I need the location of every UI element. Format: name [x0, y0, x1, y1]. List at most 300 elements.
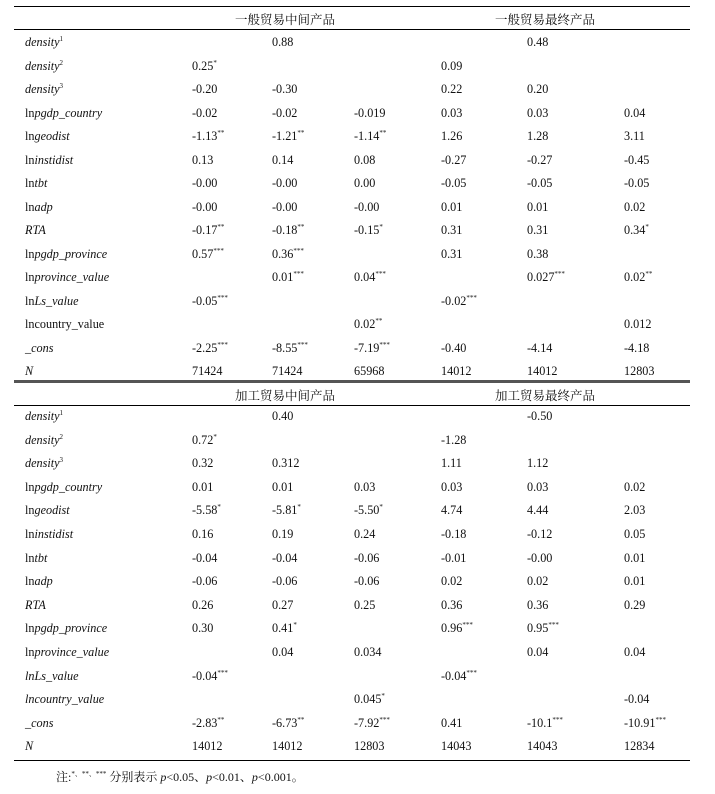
row-label: [25, 247, 107, 262]
table-cell: -5.81*: [272, 503, 301, 518]
significance-stars: *: [381, 692, 385, 701]
label-text: province_value: [34, 645, 110, 659]
table-cell: -0.00: [192, 176, 218, 190]
significance-stars: ***: [466, 293, 477, 302]
table-cell: 14043: [527, 739, 558, 754]
table-cell: -1.28: [441, 432, 467, 447]
significance-stars: **: [217, 223, 225, 231]
table-row: [0, 129, 715, 151]
label-text: density: [25, 82, 60, 96]
row-label: [25, 551, 47, 566]
table-cell: -10.1***: [527, 715, 563, 730]
significance-stars: **: [645, 270, 653, 278]
label-text: ln: [25, 152, 35, 167]
table-cell: -0.30: [272, 82, 298, 96]
label-superscript: 3: [59, 456, 64, 465]
table-cell: -0.17**: [192, 223, 225, 237]
table-cell: 0.04: [272, 645, 294, 659]
table-row: [0, 176, 715, 198]
row-label: [25, 129, 70, 144]
label-text: ln: [25, 550, 35, 565]
label-text: ln: [25, 105, 35, 120]
table-row: [0, 294, 715, 316]
table-cell: -0.18: [441, 527, 467, 541]
table-cell: 0.04: [527, 645, 549, 659]
label-text: pgdp_country: [34, 479, 103, 494]
table-row: [0, 739, 715, 761]
table-cell: 0.01: [624, 550, 646, 565]
table-row: [0, 153, 715, 175]
note-stars: *、**、***: [71, 770, 107, 778]
table-row: [0, 692, 715, 714]
row-label: [25, 621, 107, 636]
label-text: ln: [25, 503, 35, 518]
significance-stars: *: [217, 503, 221, 512]
label-text: _cons: [25, 340, 54, 355]
table-cell: -0.04: [192, 550, 218, 565]
table-cell: -0.50: [527, 409, 553, 423]
label-text: pgdp_province: [34, 246, 108, 261]
panel1-header-rule: [14, 29, 690, 30]
table-cell: 0.95***: [527, 621, 559, 636]
table-cell: 0.02: [527, 574, 549, 589]
table-cell: 0.02**: [354, 317, 383, 331]
panel2-header-left: 加工贸易中间产品: [234, 389, 335, 403]
row-label: [25, 739, 33, 754]
panel2-header-rule: [14, 405, 690, 406]
table-cell: 14012: [272, 739, 303, 754]
bottom-rule: [14, 760, 690, 761]
table-cell: 0.02: [624, 199, 646, 214]
label-text: ln: [25, 129, 35, 143]
table-cell: 0.08: [354, 152, 376, 167]
table-cell: 14012: [527, 364, 558, 378]
label-text: adp: [34, 199, 53, 214]
table-cell: -2.83**: [192, 715, 225, 730]
table-cell: 1.28: [527, 129, 549, 143]
label-text: density: [25, 409, 60, 423]
table-cell: -0.06: [272, 574, 298, 589]
label-text: ln: [25, 176, 35, 190]
table-cell: 0.02**: [624, 270, 653, 284]
significance-stars: ***: [375, 270, 386, 278]
row-label: [25, 669, 79, 684]
table-cell: -7.92***: [354, 715, 390, 730]
table-cell: -0.00: [272, 176, 298, 190]
label-text: adp: [34, 574, 53, 589]
table-cell: -0.05: [624, 176, 650, 190]
significance-stars: ***: [552, 715, 563, 724]
row-label: [25, 574, 53, 589]
significance-stars: **: [297, 129, 305, 137]
table-cell: -0.27: [441, 152, 467, 167]
table-row: [0, 106, 715, 128]
row-label: [25, 223, 46, 238]
table-cell: 0.19: [272, 527, 294, 541]
table-row: [0, 456, 715, 478]
table-cell: -0.00: [272, 199, 298, 214]
panel1-header-left: 一般贸易中间产品: [234, 13, 335, 27]
table-cell: 14043: [441, 739, 472, 754]
label-text: tbt: [34, 176, 48, 190]
label-text: instidist: [34, 152, 74, 167]
label-text: instidist: [34, 527, 74, 541]
row-label: [25, 433, 63, 448]
significance-stars: *: [645, 223, 649, 231]
table-row: [0, 433, 715, 455]
table-cell: 0.36: [527, 597, 549, 612]
label-text: ln: [25, 574, 35, 589]
table-row: [0, 317, 715, 339]
table-cell: -0.02***: [441, 293, 477, 308]
table-cell: 0.03: [441, 105, 463, 120]
table-cell: 0.48: [527, 35, 549, 49]
table-cell: 0.36: [441, 597, 463, 612]
table-row: [0, 341, 715, 363]
table-cell: 12803: [624, 364, 655, 378]
table-cell: 0.26: [192, 597, 214, 612]
table-cell: -4.18: [624, 340, 650, 355]
table-cell: -0.06: [354, 550, 380, 565]
table-row: [0, 35, 715, 57]
table-cell: 0.03: [354, 479, 376, 494]
row-label: [25, 82, 63, 97]
significance-stars: ***: [217, 340, 228, 349]
row-label: [25, 200, 53, 215]
label-text: geodist: [34, 503, 70, 518]
table-cell: -1.13**: [192, 129, 225, 143]
significance-stars: *: [379, 503, 383, 512]
significance-stars: ***: [297, 340, 308, 349]
table-cell: 0.01: [527, 199, 549, 214]
table-cell: 0.00: [354, 176, 376, 190]
table-row: [0, 409, 715, 431]
row-label: [25, 598, 46, 613]
table-cell: 0.30: [192, 621, 214, 636]
table-cell: 0.16: [192, 527, 214, 541]
label-text: lncountry_value: [25, 692, 105, 707]
label-text: ln: [25, 527, 35, 541]
table-cell: -0.01: [441, 550, 467, 565]
label-text: _cons: [25, 715, 54, 730]
note-prefix: 注:: [56, 770, 72, 784]
label-text: ln: [25, 199, 35, 214]
table-cell: 0.045*: [354, 692, 385, 707]
table-row: [0, 480, 715, 502]
table-cell: -5.58*: [192, 503, 221, 518]
table-cell: 0.03: [527, 105, 549, 120]
table-cell: 0.22: [441, 82, 463, 96]
table-row: [0, 223, 715, 245]
table-cell: 0.31: [527, 223, 549, 237]
label-superscript: 2: [59, 432, 64, 441]
table-cell: 0.01: [192, 479, 214, 494]
note-t2: <0.01、: [212, 770, 252, 784]
table-row: [0, 247, 715, 269]
table-cell: 0.27: [272, 597, 294, 612]
significance-stars: **: [375, 317, 383, 325]
panel2-header-right: 加工贸易最终产品: [494, 389, 595, 403]
table-cell: 0.41*: [272, 621, 297, 636]
table-cell: 71424: [192, 364, 223, 378]
table-cell: -0.06: [354, 574, 380, 589]
table-cell: 12834: [624, 739, 655, 754]
row-label: [25, 645, 109, 660]
table-cell: -0.06: [192, 574, 218, 589]
table-row: [0, 270, 715, 292]
table-cell: -2.25***: [192, 340, 228, 355]
significance-stars: *: [213, 432, 217, 441]
label-text: lnLs_value: [25, 668, 79, 683]
table-cell: 1.26: [441, 129, 463, 143]
table-cell: 12803: [354, 739, 385, 754]
label-text: tbt: [34, 550, 48, 565]
table-cell: 0.03: [441, 479, 463, 494]
table-cell: -10.91***: [624, 715, 666, 730]
table-cell: 3.11: [624, 129, 645, 143]
table-cell: 0.01: [624, 574, 646, 589]
label-superscript: 2: [59, 58, 64, 67]
label-text: RTA: [25, 597, 46, 612]
table-cell: -0.02: [192, 105, 218, 120]
table-cell: -0.02: [272, 105, 298, 120]
row-label: [25, 317, 104, 332]
significance-stars: ***: [293, 246, 304, 255]
significance-stars: ***: [217, 293, 228, 302]
table-cell: 4.44: [527, 503, 549, 518]
label-text: N: [25, 739, 34, 754]
table-cell: 0.31: [441, 223, 463, 237]
top-rule: [14, 6, 690, 7]
table-cell: 0.312: [272, 456, 300, 471]
row-label: [25, 716, 53, 731]
label-text: Ls_value: [34, 293, 79, 308]
row-label: [25, 341, 53, 356]
table-cell: 0.04***: [354, 270, 386, 284]
label-superscript: 1: [59, 409, 64, 417]
row-label: [25, 106, 102, 121]
table-note: [56, 768, 304, 785]
table-cell: 1.12: [527, 456, 549, 471]
label-text: pgdp_country: [34, 105, 103, 120]
table-cell: -8.55***: [272, 340, 308, 355]
table-cell: -0.45: [624, 152, 650, 167]
table-cell: 65968: [354, 364, 385, 378]
table-cell: 0.027***: [527, 270, 565, 284]
table-cell: 0.25*: [192, 58, 217, 73]
label-text: ln: [25, 645, 35, 659]
table-cell: 0.05: [624, 527, 646, 541]
table-cell: 2.03: [624, 503, 646, 518]
table-cell: 0.72*: [192, 432, 217, 447]
significance-stars: ***: [379, 340, 390, 349]
significance-stars: **: [217, 129, 225, 137]
table-cell: -0.05: [441, 176, 467, 190]
table-cell: 0.96***: [441, 621, 473, 636]
label-text: geodist: [34, 129, 70, 143]
row-label: [25, 409, 63, 424]
note-p2: p: [206, 770, 213, 784]
label-text: ln: [25, 479, 35, 494]
table-cell: 0.02: [441, 574, 463, 589]
table-row: [0, 59, 715, 81]
table-cell: 0.24: [354, 527, 376, 541]
table-cell: 0.01***: [272, 270, 304, 284]
table-cell: 0.32: [192, 456, 214, 471]
table-cell: -0.18**: [272, 223, 305, 237]
row-label: [25, 176, 47, 191]
label-text: density: [25, 58, 60, 73]
note-text-a: 分别表示: [106, 770, 161, 784]
table-cell: -0.04: [624, 692, 650, 707]
label-text: ln: [25, 293, 35, 308]
table-cell: 0.01: [441, 199, 463, 214]
label-text: density: [25, 432, 60, 447]
table-cell: 0.34*: [624, 223, 649, 237]
table-row: [0, 574, 715, 596]
panel-divider: [14, 380, 690, 383]
table-cell: 0.88: [272, 35, 294, 49]
significance-stars: ***: [462, 621, 473, 630]
label-text: ln: [25, 621, 35, 636]
significance-stars: ***: [655, 715, 666, 724]
significance-stars: *: [297, 503, 301, 512]
table-cell: 0.25: [354, 597, 376, 612]
table-row: [0, 598, 715, 620]
row-label: [25, 270, 109, 285]
table-cell: -1.14**: [354, 129, 387, 143]
table-cell: 0.02: [624, 479, 646, 494]
table-row: [0, 503, 715, 525]
table-row: [0, 82, 715, 104]
table-cell: 0.03: [527, 479, 549, 494]
table-cell: -7.19***: [354, 340, 390, 355]
significance-stars: *: [213, 58, 217, 67]
table-cell: -0.27: [527, 152, 553, 167]
table-cell: -0.05***: [192, 293, 228, 308]
table-cell: 0.01: [272, 479, 294, 494]
label-text: lncountry_value: [25, 317, 105, 331]
significance-stars: ***: [213, 246, 224, 255]
note-t1: <0.05、: [166, 770, 207, 784]
label-text: ln: [25, 270, 35, 284]
note-t3: <0.001。: [257, 770, 304, 784]
table-cell: -1.21**: [272, 129, 305, 143]
panel1-header-right: 一般贸易最终产品: [494, 13, 595, 27]
table-row: [0, 527, 715, 549]
row-label: [25, 153, 73, 168]
table-row: [0, 551, 715, 573]
table-cell: -0.04***: [192, 668, 228, 683]
significance-stars: ***: [466, 668, 477, 677]
table-cell: 0.41: [441, 715, 463, 730]
table-cell: 0.36***: [272, 246, 304, 261]
table-cell: 0.29: [624, 597, 646, 612]
table-cell: -0.00: [527, 550, 553, 565]
significance-stars: **: [217, 715, 225, 724]
significance-stars: **: [297, 223, 305, 231]
table-cell: -0.00: [354, 199, 380, 214]
row-label: [25, 503, 70, 518]
table-cell: 14012: [192, 739, 223, 754]
row-label: [25, 692, 104, 707]
significance-stars: ***: [217, 668, 228, 677]
table-cell: 0.57***: [192, 246, 224, 261]
row-label: [25, 364, 33, 379]
table-cell: 1.11: [441, 456, 462, 471]
note-p3: p: [251, 770, 258, 784]
table-cell: -0.20: [192, 82, 218, 96]
table-cell: 71424: [272, 364, 303, 378]
significance-stars: ***: [554, 270, 565, 278]
row-label: [25, 480, 102, 495]
table-cell: 0.20: [527, 82, 549, 96]
significance-stars: **: [379, 129, 387, 137]
note-p1: p: [160, 770, 167, 784]
table-cell: -0.019: [354, 105, 386, 120]
label-text: province_value: [34, 270, 110, 284]
label-text: ln: [25, 246, 35, 261]
significance-stars: ***: [379, 715, 390, 724]
table-cell: -5.50*: [354, 503, 383, 518]
significance-stars: ***: [548, 621, 559, 630]
table-row: [0, 645, 715, 667]
table-cell: -6.73**: [272, 715, 305, 730]
table-cell: 0.04: [624, 105, 646, 120]
table-row: [0, 200, 715, 222]
row-label: [25, 527, 73, 542]
table-cell: -0.05: [527, 176, 553, 190]
label-text: density: [25, 456, 60, 471]
label-text: RTA: [25, 223, 46, 237]
table-row: [0, 621, 715, 643]
table-cell: 0.034: [354, 645, 382, 659]
table-cell: 0.38: [527, 246, 549, 261]
table-cell: 0.04: [624, 645, 646, 659]
table-cell: 0.31: [441, 246, 463, 261]
row-label: [25, 59, 63, 74]
table-cell: -0.04***: [441, 668, 477, 683]
table-cell: -0.04: [272, 550, 298, 565]
row-label: [25, 456, 63, 471]
row-label: [25, 35, 63, 50]
table-cell: -0.15*: [354, 223, 383, 237]
table-row: [0, 716, 715, 738]
row-label: [25, 294, 79, 309]
significance-stars: *: [379, 223, 383, 231]
table-cell: -4.14: [527, 340, 553, 355]
table-cell: -0.12: [527, 527, 553, 541]
table-cell: 0.40: [272, 409, 294, 423]
table-cell: 0.14: [272, 152, 294, 167]
significance-stars: *: [293, 621, 297, 630]
table-cell: -0.40: [441, 340, 467, 355]
label-superscript: 1: [59, 35, 64, 43]
table-cell: 0.012: [624, 317, 652, 331]
table-cell: 0.13: [192, 152, 214, 167]
label-text: pgdp_province: [34, 621, 108, 636]
table-cell: 0.09: [441, 58, 463, 73]
table-row: [0, 669, 715, 691]
label-text: density: [25, 35, 60, 49]
table-cell: 4.74: [441, 503, 463, 518]
label-text: N: [25, 364, 34, 378]
significance-stars: **: [297, 715, 305, 724]
table-cell: -0.00: [192, 199, 218, 214]
significance-stars: ***: [293, 270, 304, 278]
label-superscript: 3: [59, 82, 64, 90]
table-cell: 14012: [441, 364, 472, 378]
